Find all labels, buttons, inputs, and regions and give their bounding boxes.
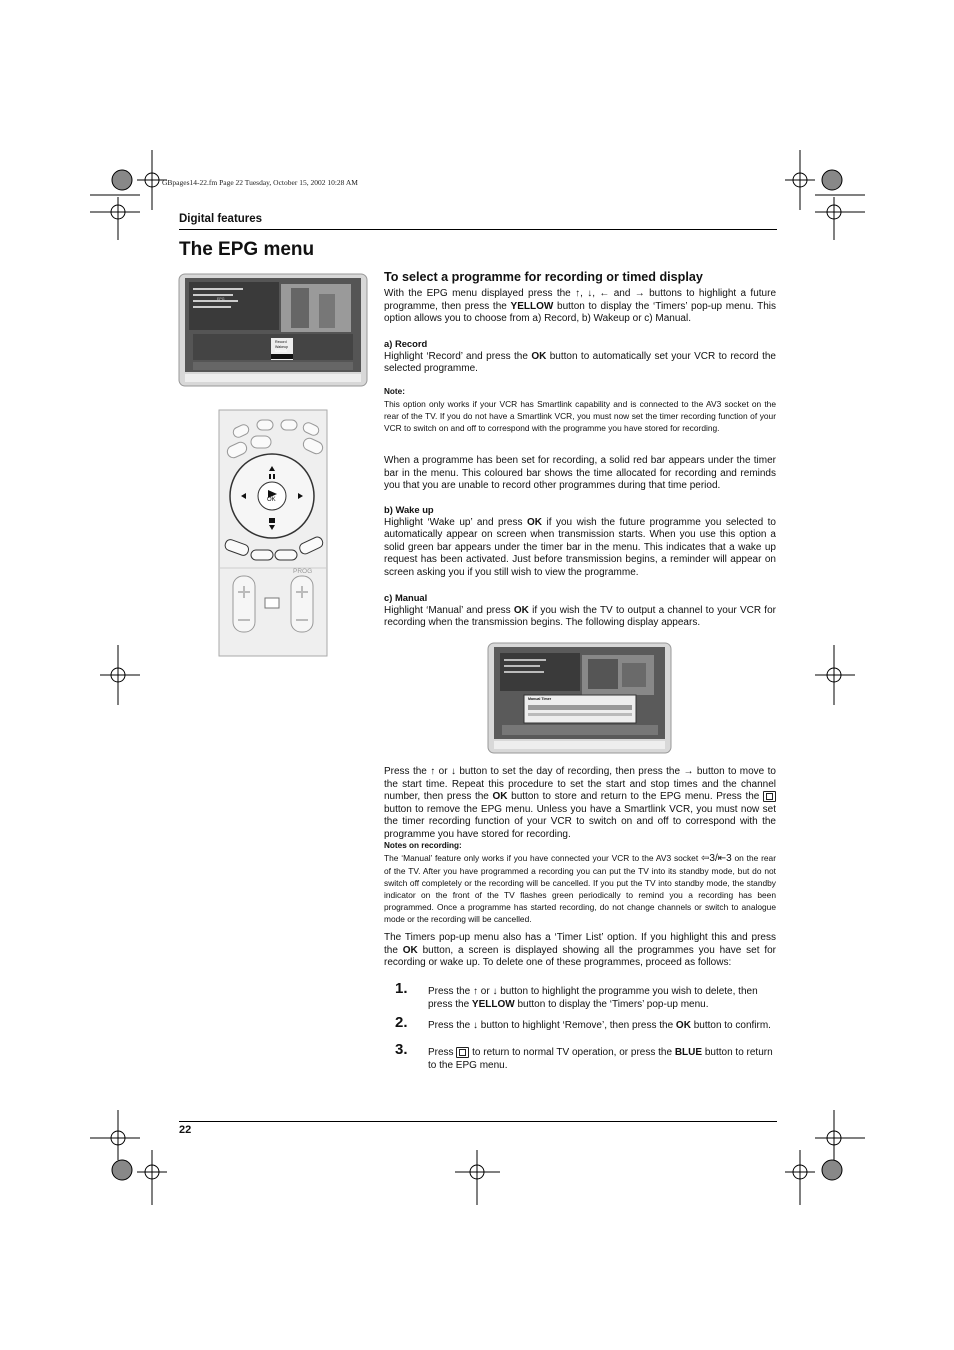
remote-ok-label: OK [267, 497, 276, 503]
section-label: Digital features [179, 213, 263, 225]
popup-item-manual: Manual [275, 349, 287, 354]
file-stamp: GBpages14-22.fm Page 22 Tuesday, October 15, 2002 10:28 AM [162, 178, 358, 187]
page-number: 22 [179, 1124, 192, 1136]
note-section: Note: This option only works if your VCR has Smartlink capability and is connected to the AV3 socket on the rear of the TV. If you do not have a Smartlink VCR, you must now set the timer recording function of your VCR to switch on and off to correspond with the programme you have stored for recording. [384, 387, 776, 433]
page-title: The EPG menu [179, 239, 315, 260]
remote-figure [219, 410, 327, 656]
header-rule [179, 229, 777, 230]
tv-epg-title: EPG [217, 297, 225, 301]
press-paragraph: Press the ↑ or ↓ button to set the day of recording, then press the → button to move to the start time. Repeat this procedure to set the start and stop times and the channel number, then press the OK button to store and return to the EPG menu. Press the button to remove the EPG menu. Unless you have a Smartlink VCR, you must now set the timer recording function of your VCR to switch on and off to correspond with the programme you have stored for recording. [384, 766, 776, 840]
remote-prog-label: PROG [293, 568, 313, 575]
epg-button-icon [763, 791, 776, 802]
timer-list-paragraph: The Timers pop-up menu also has a ‘Timer List’ option. If you highlight this and press the OK button, a screen is displayed showing all the programmes you have set for recording or wake up. To delete one of these programmes, proceed as follows: [384, 932, 776, 968]
popup-item-record: Record [275, 340, 287, 344]
tv-manual-figure [488, 643, 671, 753]
footer-rule [179, 1121, 777, 1122]
popup-item-wakeup: Wakeup [275, 344, 289, 349]
av3-socket-icon: ⇦3/⇤3 [701, 853, 732, 864]
manual-section: c) Manual Highlight ‘Manual’ and press OK if you wish the TV to output a channel to your VCR for recording when the transmission begins. The following display appears. [384, 592, 776, 628]
epg-button-icon [456, 1047, 469, 1058]
section-heading: To select a programme for recording or timed display [384, 270, 703, 284]
intro-paragraph: With the EPG menu displayed press the ↑, ↓, ← and → buttons to highlight a future programme, then press the YELLOW button to display the ‘Timers’ pop-up menu. This option allows you to choose from a) Record, b) Wakeup or c) Manual. [384, 288, 776, 324]
record-title: a) Record [384, 338, 428, 349]
manual-timer-title: Manual Timer [528, 697, 552, 701]
timers-popup [275, 340, 288, 354]
wakeup-section: b) Wake up Highlight ‘Wake up’ and press OK if you wish the future programme you selected to automatically appear on screen when transmission starts. When you use this option a solid green bar appears under the timer bar in the menu. This indicates that a wake up request has been activated. Just before transmission begins, a reminder will appear on screen asking you if you still wish to view the programme. [384, 504, 776, 578]
tv-epg-figure [179, 274, 367, 386]
record-section: a) Record Highlight ‘Record’ and press the OK button to automatically set your VCR to record the selected programme. [384, 338, 776, 374]
record-bar-paragraph: When a programme has been set for recording, a solid red bar appears under the timer bar in the menu. This coloured bar shows the time allocated for recording and reminds you that you are unable to record other programmes during that time period. [384, 455, 776, 491]
notes-on-recording: Notes on recording: The ‘Manual’ feature only works if you have connected your VCR to the AV3 socket ⇦3/⇤3 on the rear of the TV. After you have programmed a recording you can put the TV into its standby mode, but do not switch off completely or the recording will be cancelled. If you put the TV into standby mode, the standby indicator on the front of the TV flashes green periodically to remind you a recording has been programmed. Once a programme has started recording, do not change channels or switch to analogue mode or the recording will be cancelled. [384, 841, 776, 924]
